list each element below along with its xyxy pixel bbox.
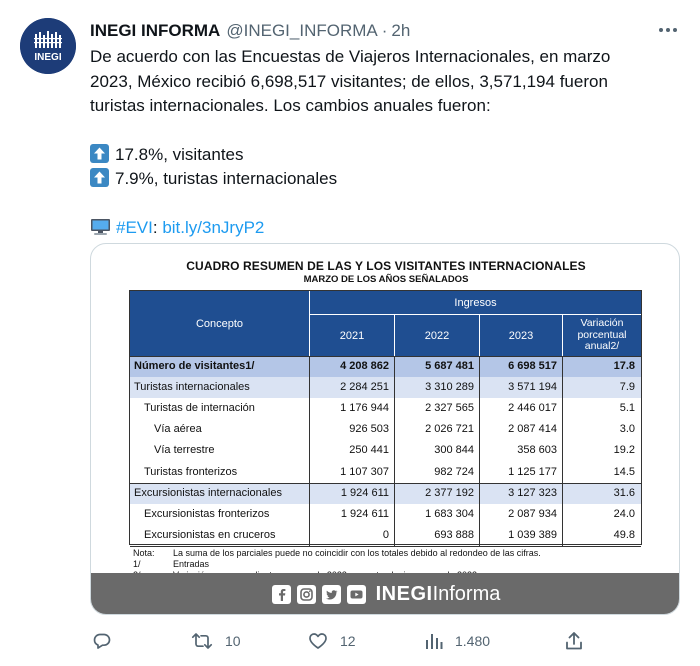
row-concept: Vía terrestre — [154, 444, 215, 457]
table-cell: 19.2 — [613, 444, 635, 457]
url-link[interactable]: bit.ly/3nJryP2 — [162, 217, 265, 237]
author-name[interactable]: INEGI INFORMA — [90, 21, 221, 40]
more-icon — [658, 27, 678, 33]
table-cell: 1 107 307 — [340, 465, 389, 478]
views-icon — [425, 631, 443, 651]
retweet-icon — [191, 631, 213, 651]
twitter-icon — [322, 585, 341, 604]
table-cell: 4 208 862 — [340, 360, 389, 372]
table-cell: 31.6 — [613, 486, 635, 499]
header-variation: Variación porcentual anual2/ — [563, 315, 641, 356]
table-cell: 14.5 — [613, 465, 635, 478]
heart-icon — [308, 631, 328, 651]
inegi-informa-brand: INEGI Informa — [375, 583, 501, 605]
table-cell: 49.8 — [613, 528, 635, 541]
facebook-icon — [272, 585, 291, 604]
table-cell: 24.0 — [613, 507, 635, 520]
media-image[interactable]: CUADRO RESUMEN DE LAS Y LOS VISITANTES INTERNACIONALES MARZO DE LOS AÑOS SEÑALADOS Concepto Ingresos 2021 2022 2023 Variación porcentual anual2/ Número de visitantes1/ 4 208 862 5 687 481 6 698 517 17.8 Turistas internacionales 2 284 251 3 310 289 3 571 194 7.9 Turistas de internación 1 176 944 2 327 565 2 446 017 5.1 Vía aérea 926 503 2 026 721 2 087 414 3.0 Vía terrestre 250 441 300 844 358 603 19.2 Turistas fronterizos 1 107 307 982 724 1 125 177 14.5 Excursionistas internacionales 1 924 611 2 377 192 3 127 323 31.6 Excursionistas fronterizos 1 924 611 1 683 304 2 087 934 24.0 Excursionistas en cruceros 0 693 888 1 039 389 49.8 Nota: La suma de los parciales puede no coincidir con los totales debido al redondeo de las cifras. 1/ Entradas INEGI Informa — [90, 243, 680, 615]
card-footer-band — [91, 573, 680, 615]
table-cell: 1 039 389 — [508, 528, 557, 541]
inegi-logo-icon — [20, 18, 76, 74]
table-cell: 2 284 251 — [340, 381, 389, 394]
tweet-text — [90, 45, 680, 240]
table-row — [130, 419, 641, 440]
table-cell: 1 125 177 — [508, 465, 557, 478]
tweet-bullet: 17.8%, visitantes — [90, 143, 680, 168]
retweet-button[interactable] — [191, 628, 241, 654]
reply-icon — [92, 631, 112, 651]
table-row — [130, 483, 641, 504]
share-icon — [565, 631, 583, 651]
header-year: 2022 — [395, 315, 479, 356]
row-concept: Turistas fronterizos — [144, 465, 238, 478]
table-cell: 2 327 565 — [425, 402, 474, 415]
header-concept: Concepto — [130, 291, 309, 356]
table-row — [130, 356, 641, 377]
table-cell: 6 698 517 — [508, 360, 557, 372]
table-cell: 300 844 — [434, 444, 474, 457]
tweet-actions — [0, 628, 700, 654]
table-subtitle: MARZO DE LOS AÑOS SEÑALADOS — [303, 274, 469, 285]
row-concept: Número de visitantes1/ — [134, 360, 255, 372]
hashtag-link[interactable]: #EVI — [116, 217, 153, 237]
table-row — [130, 462, 641, 483]
table-cell: 1 924 611 — [340, 486, 389, 499]
row-concept: Turistas de internación — [144, 402, 255, 415]
up-arrow-icon — [90, 144, 109, 163]
more-options-button[interactable] — [655, 18, 681, 42]
svg-text:INEGI: INEGI — [34, 52, 62, 63]
table-cell: 2 377 192 — [425, 486, 474, 499]
table-cell: 3.0 — [619, 423, 635, 436]
row-concept: Excursionistas fronterizos — [144, 507, 270, 520]
instagram-icon — [297, 585, 316, 604]
header-ingresos: Ingresos — [310, 291, 641, 314]
tweet-line: De acuerdo con las Encuestas de Viajeros Internacionales, en marzo — [90, 47, 611, 66]
tweet-line: 2023, México recibió 6,698,517 visitantes; de ellos, 3,571,194 fueron — [90, 71, 608, 91]
table-cell: 2 446 017 — [508, 402, 557, 415]
tweet-bullet: 7.9%, turistas internacionales — [90, 167, 680, 192]
table-cell: 5 687 481 — [425, 360, 474, 372]
table-cell: 0 — [382, 528, 389, 541]
tweet-time[interactable]: 2h — [391, 21, 411, 40]
youtube-icon — [347, 585, 366, 604]
table-row — [130, 440, 641, 461]
table-cell: 1 176 944 — [340, 402, 389, 415]
table-cell: 926 503 — [349, 423, 389, 436]
share-button[interactable] — [565, 628, 583, 654]
table-row — [130, 525, 641, 546]
table-row — [130, 504, 641, 525]
table-cell: 2 087 934 — [508, 507, 557, 520]
views-button[interactable] — [425, 628, 490, 654]
retweet-count: 10 — [225, 633, 241, 649]
like-button[interactable] — [308, 628, 356, 654]
table-cell: 1 683 304 — [425, 507, 474, 520]
avatar[interactable] — [20, 18, 76, 74]
table-row — [130, 398, 641, 419]
tweet-line: turistas internacionales. Los cambios anuales fueron: — [90, 96, 491, 115]
row-concept: Excursionistas internacionales — [134, 486, 282, 499]
reply-button[interactable] — [92, 628, 112, 654]
table-cell: 250 441 — [349, 444, 389, 457]
views-count: 1.480 — [455, 633, 491, 649]
author-handle[interactable]: @INEGI_INFORMA — [226, 21, 378, 40]
table-cell: 17.8 — [613, 360, 635, 372]
row-concept: Vía aérea — [154, 423, 202, 436]
table-cell: 5.1 — [619, 402, 635, 415]
table-cell: 982 724 — [434, 465, 474, 478]
separator: · — [381, 21, 388, 40]
computer-icon — [90, 218, 111, 236]
table-cell: 358 603 — [517, 444, 557, 457]
header-year: 2023 — [480, 315, 562, 356]
table-cell: 3 571 194 — [508, 381, 557, 394]
table-cell: 2 026 721 — [425, 423, 474, 436]
table-cell: 1 924 611 — [340, 507, 389, 520]
table-cell: 693 888 — [434, 528, 474, 541]
tweet-link-line: #EVI: bit.ly/3nJryP2 — [90, 216, 680, 241]
row-concept: Turistas internacionales — [134, 381, 250, 394]
table-cell: 2 087 414 — [508, 423, 557, 436]
table-cell: 7.9 — [619, 381, 635, 394]
table-title: CUADRO RESUMEN DE LAS Y LOS VISITANTES INTERNACIONALES — [186, 259, 586, 273]
like-count: 12 — [340, 633, 356, 649]
up-arrow-icon — [90, 168, 109, 187]
table-row — [130, 377, 641, 398]
table-cell: 3 310 289 — [425, 381, 474, 394]
row-concept: Excursionistas en cruceros — [144, 528, 276, 541]
table-cell: 3 127 323 — [508, 486, 557, 499]
tweet-header — [90, 19, 410, 43]
header-year: 2021 — [310, 315, 394, 356]
summary-table — [129, 290, 642, 545]
